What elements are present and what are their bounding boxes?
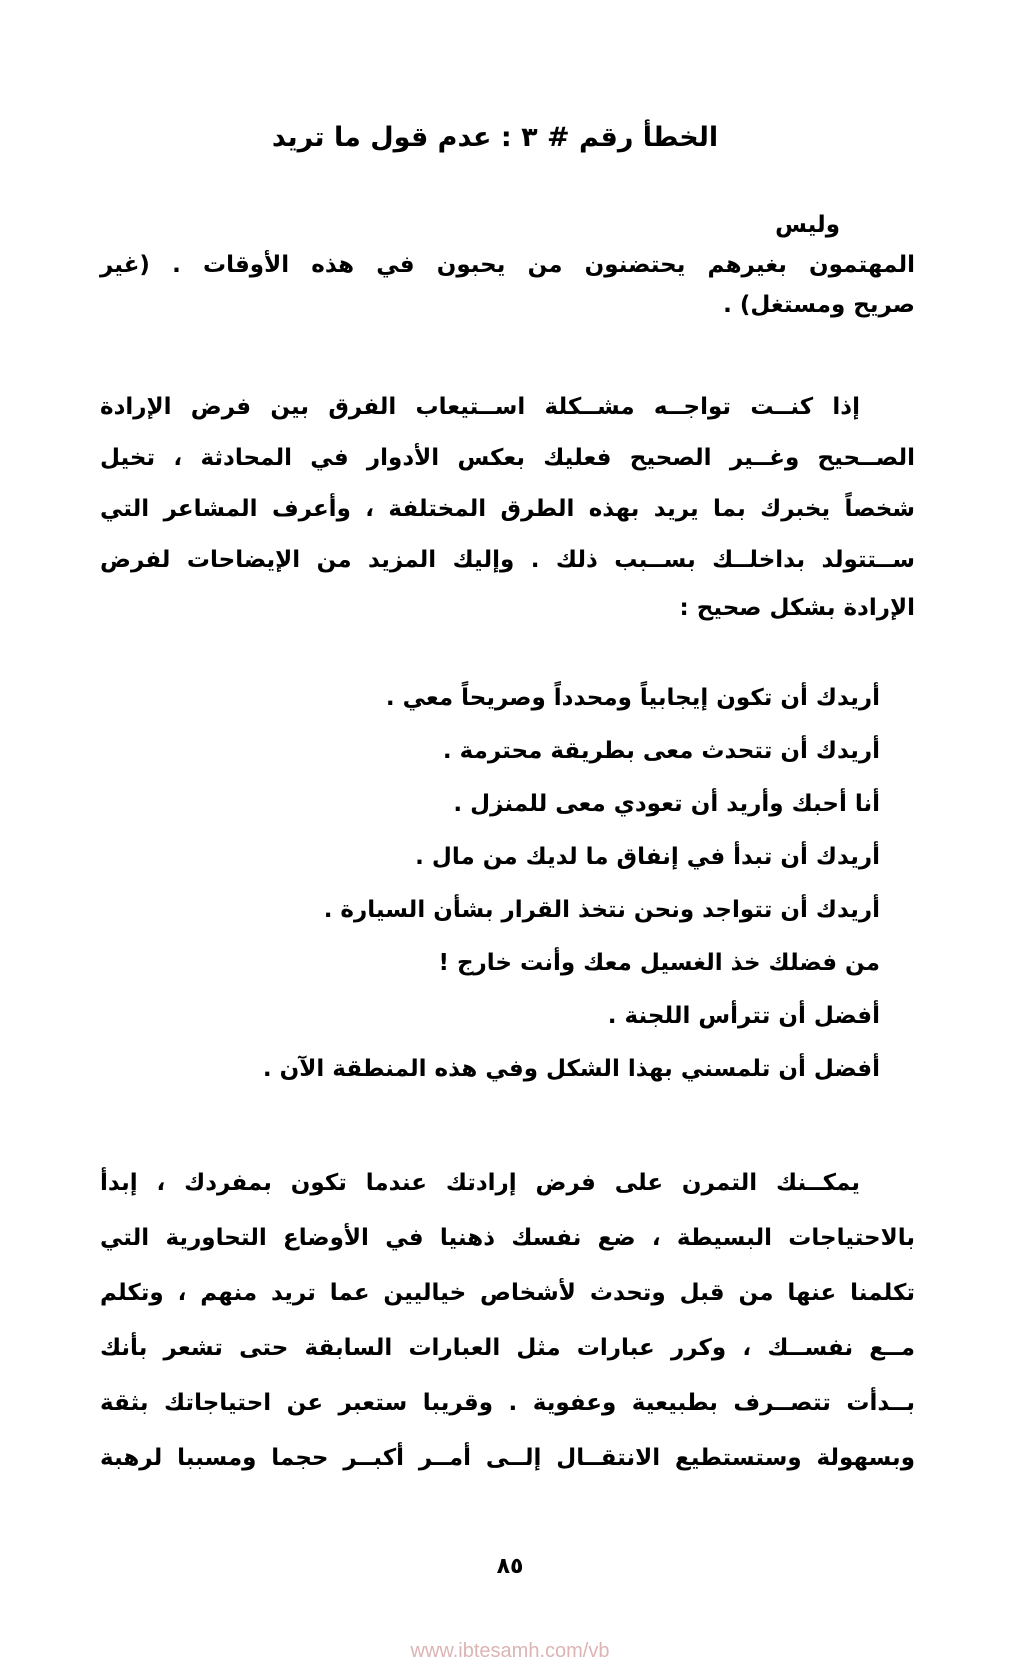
page-number: ٨٥: [496, 1554, 524, 1579]
paragraph-line: ســتتولد بداخلــك بســبب ذلك . وإليك المزيد من الإيضاحات لفرض: [100, 547, 915, 573]
example-statement: أنا أحبك وأريد أن تعودي معى للمنزل .: [453, 791, 880, 817]
paragraph-line: شخصاً يخبرك بما يريد بهذه الطرق المختلفة ، وأعرف المشاعر التي: [100, 496, 915, 522]
section-title: الخطأ رقم # ٣ : عدم قول ما تريد: [271, 122, 719, 153]
paragraph-1: [100, 382, 915, 630]
paragraph-line: تكلمنا عنها من قبل وتحدث لأشخاص خياليين عما تريد منهم ، وتكلم: [100, 1280, 915, 1306]
quote-continuation: [100, 205, 915, 325]
example-statements-list: [180, 672, 880, 1096]
paragraph-line: الإرادة بشكل صحيح :: [679, 595, 915, 621]
watermark-url: www.ibtesamh.com/vb: [410, 1640, 610, 1662]
paragraph-line: بــدأت تتصــرف بطبيعية وعفوية . وقريبا ستعبر عن احتياجاتك بثقة: [100, 1390, 915, 1416]
quote-line: المهتمون بغيرهم يحتضنون من يحبون في هذه الأوقات . (غير: [100, 252, 915, 278]
example-statement: من فضلك خذ الغسيل معك وأنت خارج !: [438, 950, 880, 976]
paragraph-2: [100, 1156, 915, 1486]
example-statement: أريدك أن تتحدث معى بطريقة محترمة .: [442, 738, 880, 764]
quote-attribution-word: وليس: [775, 212, 840, 238]
paragraph-line: يمكــنك التمرن على فرض إرادتك عندما تكون بمفردك ، إبدأ: [100, 1170, 860, 1196]
paragraph-line: بالاحتياجات البسيطة ، ضع نفسك ذهنيا في الأوضاع التحاورية التي: [100, 1225, 915, 1251]
example-statement: أريدك أن تكون إيجابياً ومحدداً وصريحاً معي .: [385, 685, 880, 711]
paragraph-line: وبسهولة وستستطيع الانتقــال إلــى أمــر أكبــر حجما ومسببا لرهبة: [100, 1445, 915, 1471]
paragraph-line: الصــحيح وغــير الصحيح فعليك بعكس الأدوار في المحادثة ، تخيل: [100, 445, 915, 471]
paragraph-line: مــع نفســك ، وكرر عبارات مثل العبارات السابقة حتى تشعر بأنك: [100, 1335, 915, 1361]
quote-line: صريح ومستغل) .: [723, 292, 915, 318]
paragraph-line: إذا كنــت تواجــه مشــكلة اســتيعاب الفرق بين فرض الإرادة: [100, 394, 860, 420]
example-statement: أريدك أن تتواجد ونحن نتخذ القرار بشأن السيارة .: [323, 897, 880, 923]
example-statement: أفضل أن تترأس اللجنة .: [607, 1003, 880, 1029]
example-statement: أريدك أن تبدأ في إنفاق ما لديك من مال .: [415, 844, 880, 870]
example-statement: أفضل أن تلمسني بهذا الشكل وفي هذه المنطقة الآن .: [262, 1056, 880, 1082]
